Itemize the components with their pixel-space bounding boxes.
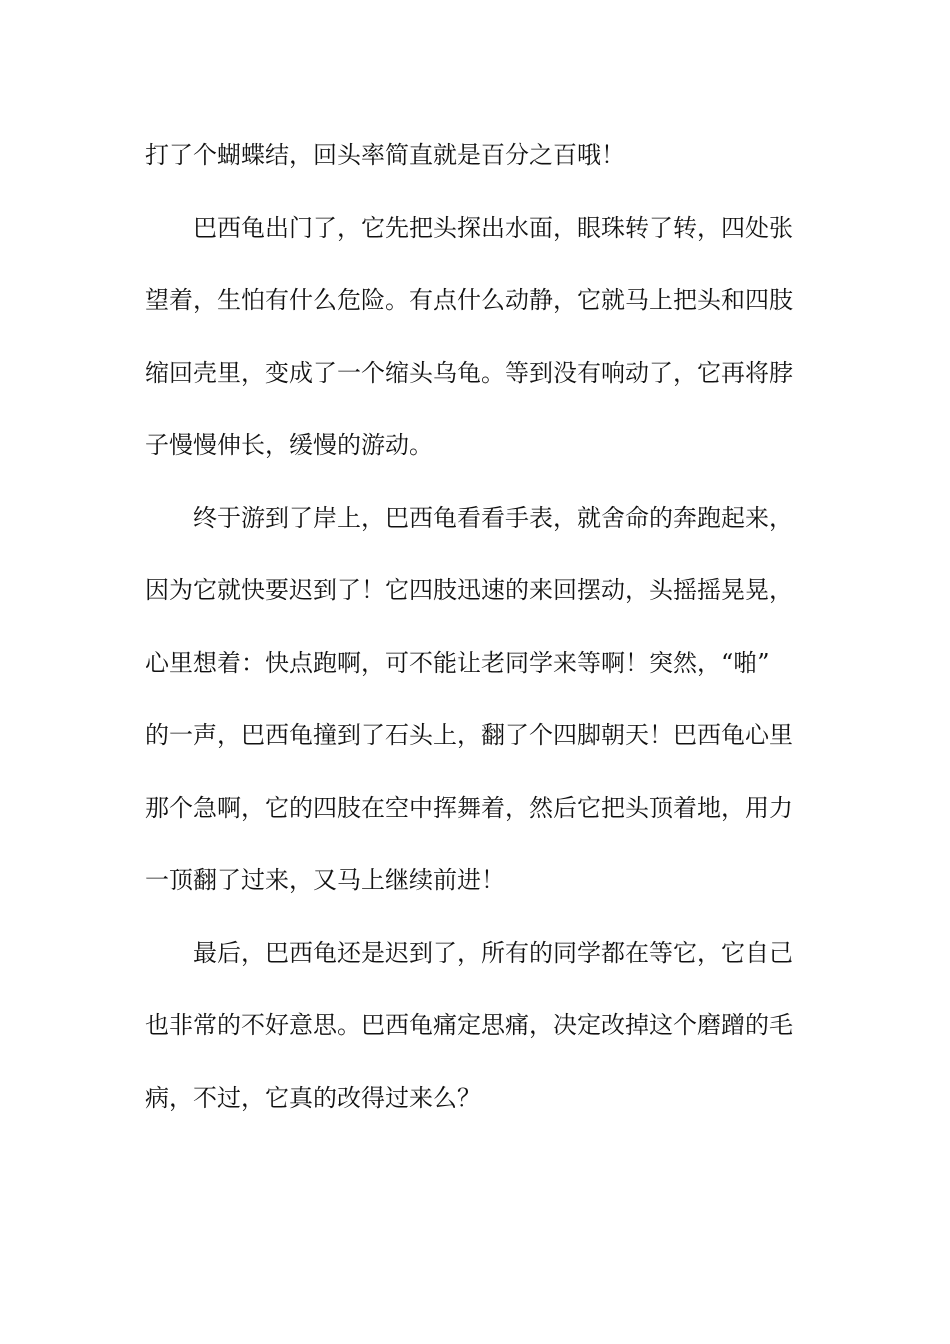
story-text <box>145 130 810 1145</box>
text-line: 望着，生怕有什么危险。有点什么动静，它就马上把头和四肢 <box>145 286 793 314</box>
text-line: 病，不过，它真的改得过来么？ <box>145 1083 481 1112</box>
text-line: 一顶翻了过来，又马上继续前进！ <box>145 866 505 894</box>
paragraph-start-line: 最后，巴西龟还是迟到了，所有的同学都在等它，它自己 <box>193 938 793 967</box>
text-line: 打了个蝴蝶结，回头率简直就是百分之百哦！ <box>145 141 625 169</box>
text-line: 子慢慢伸长，缓慢的游动。 <box>145 431 433 459</box>
text-line: 也非常的不好意思。巴西龟痛定思痛，决定改掉这个磨蹭的毛 <box>145 1011 793 1039</box>
text-line: 心里想着：快点跑啊，可不能让老同学来等啊！突然，“啪” <box>145 648 770 677</box>
paragraph-start-line: 巴西龟出门了，它先把头探出水面，眼珠转了转，四处张 <box>193 213 793 242</box>
text-line: 缩回壳里，变成了一个缩头乌龟。等到没有响动了，它再将脖 <box>145 358 793 387</box>
text-line: 那个急啊，它的四肢在空中挥舞着，然后它把头顶着地，用力 <box>145 793 793 822</box>
text-line: 的一声，巴西龟撞到了石头上，翻了个四脚朝天！巴西龟心里 <box>145 721 793 749</box>
paragraph-start-line: 终于游到了岸上，巴西龟看看手表，就舍命的奔跑起来， <box>193 503 793 532</box>
text-line: 因为它就快要迟到了！它四肢迅速的来回摆动，头摇摇晃晃， <box>145 576 793 604</box>
